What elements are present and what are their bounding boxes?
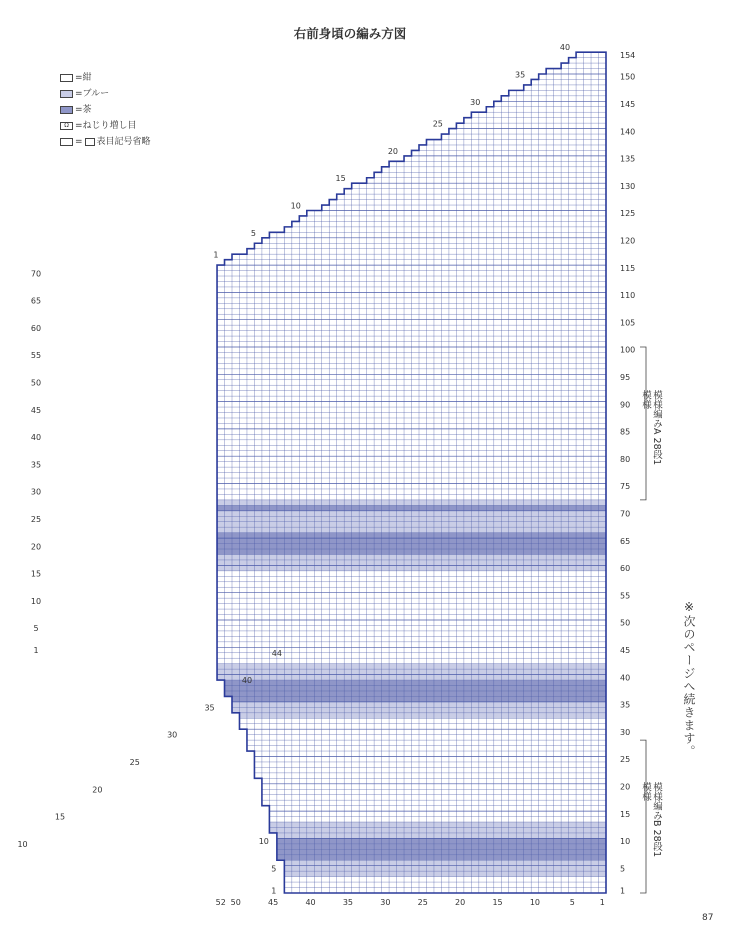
left-row-label: 60 [30,323,42,333]
legend-label: =茶 [75,105,92,115]
twist-increase-icon: Ω [60,122,73,130]
increase-label: 30 [167,730,178,740]
page-number: 87 [702,913,714,923]
increase-label: 44 [271,648,282,658]
legend-label: = [75,137,83,147]
color-band-cell [225,686,606,691]
left-row-label: 10 [258,837,269,847]
decrease-label: 1 [213,250,219,260]
left-row-label: 70 [30,269,42,279]
color-band-cell [284,871,606,876]
stitch-label: 15 [492,898,503,907]
right-row-label: 154 [620,50,636,60]
right-row-label: 130 [620,181,636,191]
decrease-label: 25 [432,119,443,129]
increase-label: 15 [54,812,66,822]
increase-label: 20 [92,785,103,795]
left-row-label: 1 [33,646,39,656]
increase-label: 25 [129,757,140,767]
stitch-label: 20 [455,898,466,907]
decrease-label: 15 [335,174,346,184]
right-row-label: 135 [620,154,636,164]
decrease-label: 20 [387,146,399,156]
right-row-label: 150 [620,72,636,82]
stitch-label: 40 [305,898,316,907]
stitch-label: 52 [215,898,226,907]
right-row-label: 100 [620,345,636,355]
left-row-label: 45 [30,405,42,415]
stitch-label: 10 [529,898,541,907]
left-row-label: 10 [30,596,42,606]
right-row-label: 60 [620,564,631,574]
legend-label: =紺 [75,73,92,83]
right-row-label: 30 [620,727,631,737]
right-row-label: 65 [620,536,631,546]
increase-label: 40 [241,676,253,686]
left-row-label: 5 [271,864,277,874]
color-band-cell [284,860,606,865]
right-row-label: 125 [620,209,636,219]
legend-label: =ブルー [75,89,110,99]
left-row-label: 15 [30,569,42,579]
right-row-label: 85 [620,427,631,437]
legend-label: =ねじり増し目 [75,121,137,131]
right-row-label: 70 [620,509,631,519]
right-row-label: 140 [620,127,636,137]
color-band-cell [239,713,606,718]
stitch-label: 45 [268,898,279,907]
right-row-label: 20 [620,782,631,792]
right-row-label: 115 [620,263,636,273]
pattern-a-label: 模様編みA 28段1模様 [640,390,662,466]
right-row-label: 95 [620,373,631,383]
right-row-label: 145 [620,100,636,110]
left-row-label: 25 [30,514,42,524]
color-band-cell [269,822,606,827]
left-row-label: 30 [30,487,42,497]
right-row-label: 50 [620,618,631,628]
right-row-label: 80 [620,454,631,464]
right-row-label: 15 [620,809,631,819]
right-row-label: 5 [620,864,626,874]
stitch-label: 50 [230,898,241,907]
left-row-label: 55 [30,351,42,361]
left-row-label: 65 [30,296,42,306]
right-row-label: 120 [620,236,636,246]
decrease-label: 10 [290,201,301,211]
decrease-label: 5 [250,228,256,238]
color-band-cell [225,691,606,696]
stitch-label: 5 [569,898,575,907]
right-row-label: 105 [620,318,636,328]
right-row-label: 25 [620,755,631,765]
continued-note: ※次のページへ続きます。 [682,600,696,758]
decrease-label: 35 [515,70,526,80]
right-row-label: 1 [620,886,626,896]
right-row-label: 110 [620,291,636,301]
left-row-label: 35 [30,460,42,470]
right-row-label: 10 [620,837,631,847]
right-row-label: 40 [620,673,631,683]
stitch-label: 30 [380,898,391,907]
increase-label: 10 [17,839,28,849]
left-row-label: 50 [30,378,42,388]
stitch-label: 35 [342,898,354,907]
decrease-label: 30 [470,97,481,107]
pattern-b-label: 模様編みB 28段1模様 [640,782,662,858]
chart-title: 右前身頃の編み方図 [293,26,407,41]
color-band-cell [225,680,606,685]
right-row-label: 45 [620,646,631,656]
right-row-label: 35 [620,700,631,710]
left-row-label: 40 [30,433,42,443]
legend-extra: 表目記号省略 [96,137,151,147]
stitch-label: 25 [417,898,428,907]
right-row-label: 75 [620,482,631,492]
left-row-label: 1 [271,886,277,896]
color-band-cell [269,827,606,832]
left-row-label: 5 [33,624,39,634]
stitch-label: 1 [599,898,605,907]
left-row-label: 20 [30,542,42,552]
right-row-label: 55 [620,591,631,601]
decrease-label: 40 [559,43,571,53]
increase-label: 35 [204,703,215,713]
color-band-cell [284,866,606,871]
right-row-label: 90 [620,400,631,410]
